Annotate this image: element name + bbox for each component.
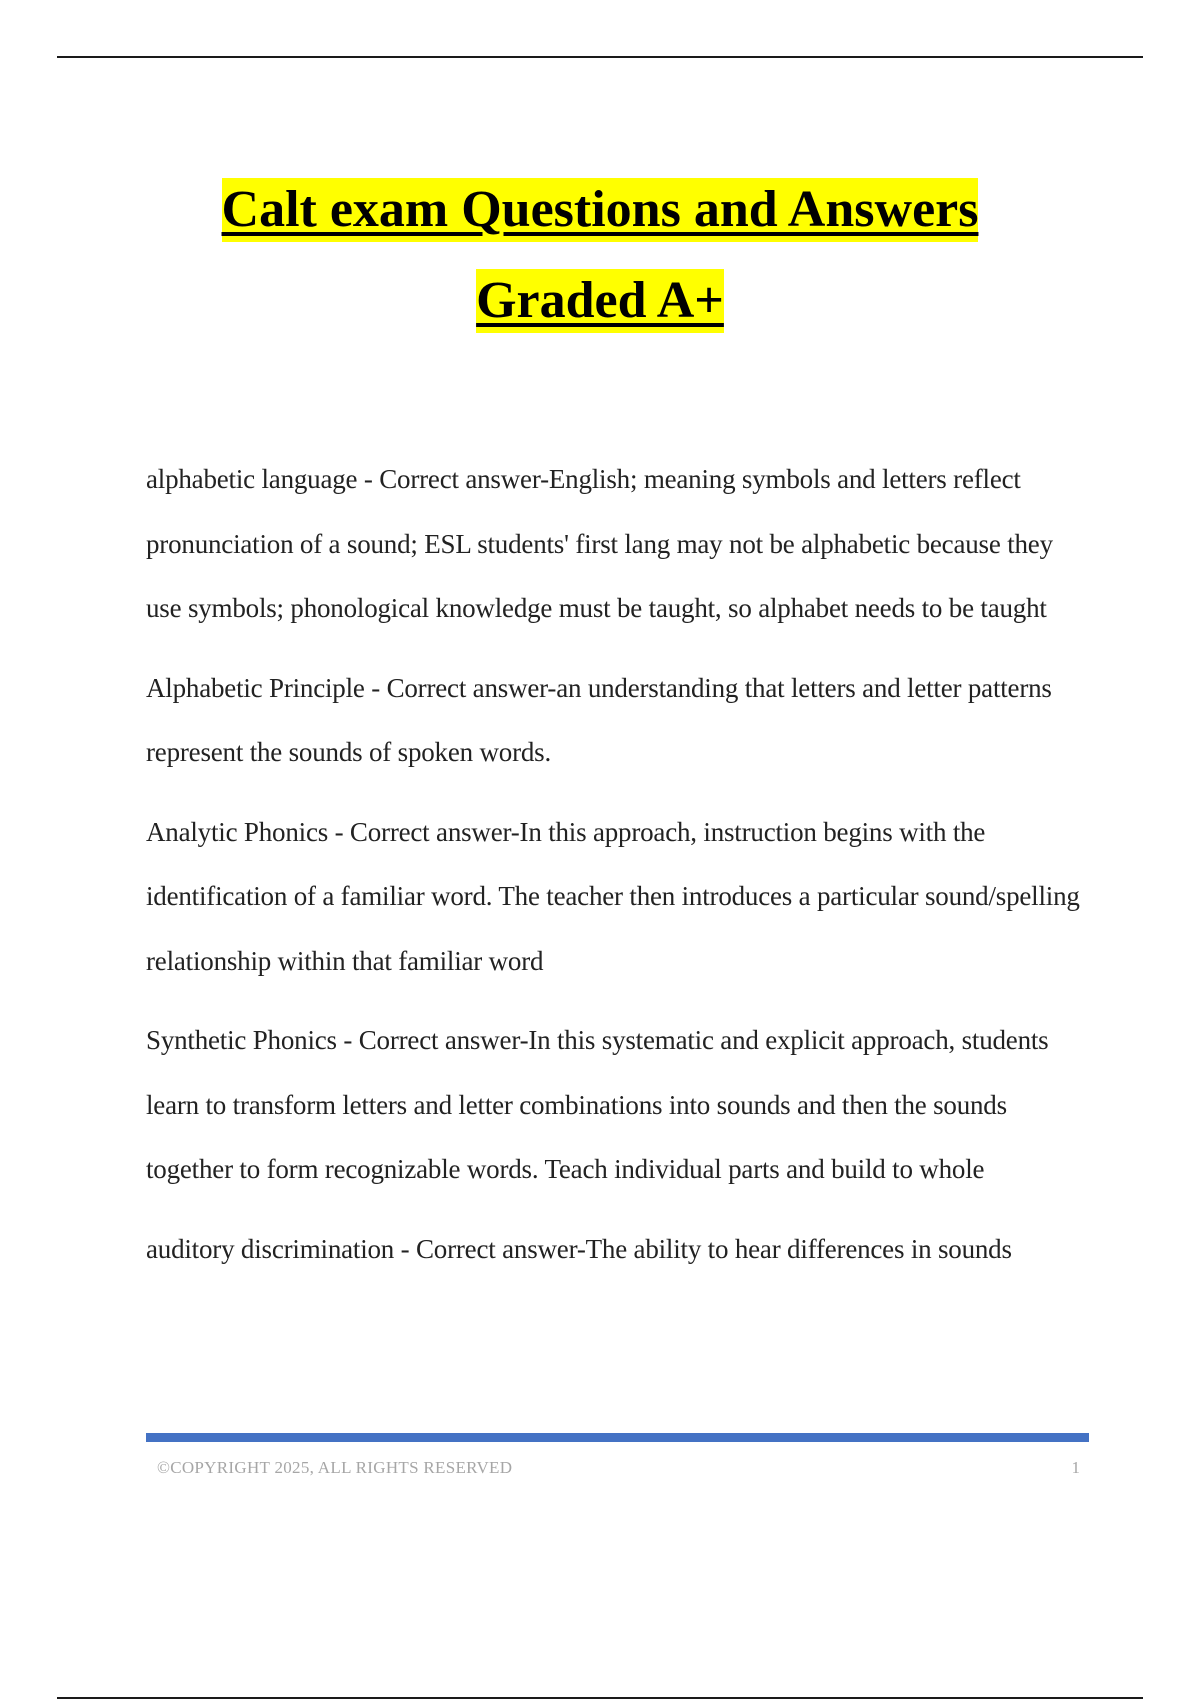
qa-entry-analytic-phonics: Analytic Phonics - Correct answer-In this approach, instruction begins with the identification of a familiar word. The teacher then introduces a particular sound/spelling relationship within that familiar word — [146, 816, 1080, 976]
footer-copyright: ©COPYRIGHT 2025, ALL RIGHTS RESERVED — [157, 1458, 513, 1477]
title-line-1: Calt exam Questions and Answers — [222, 178, 979, 242]
document-title — [0, 178, 1200, 333]
title-line-2: Graded A+ — [476, 269, 724, 333]
bottom-divider — [57, 1697, 1143, 1699]
qa-entry-auditory-discrimination: auditory discrimination - Correct answer-The ability to hear differences in sounds — [146, 1233, 1012, 1264]
qa-entry-synthetic-phonics: Synthetic Phonics - Correct answer-In this systematic and explicit approach, students learn to transform letters and letter combinations into sounds and then the sounds together to form recognizable words. Teach individual parts and build to whole — [146, 1025, 1049, 1184]
footer-divider-bar — [146, 1433, 1089, 1442]
footer-page-number: 1 — [1071, 1458, 1080, 1477]
qa-entry-alphabetic-language: alphabetic language - Correct answer-English; meaning symbols and letters reflect pronunciation of a sound; ESL students' first lang may not be alphabetic because they use symbols; phonological knowledge must be taught, so alphabet needs to be taught — [146, 464, 1053, 623]
qa-entry-alphabetic-principle: Alphabetic Principle - Correct answer-an understanding that letters and letter patterns represent the sounds of spoken words. — [146, 672, 1052, 767]
top-divider — [57, 56, 1143, 58]
qa-content — [146, 447, 1091, 1296]
